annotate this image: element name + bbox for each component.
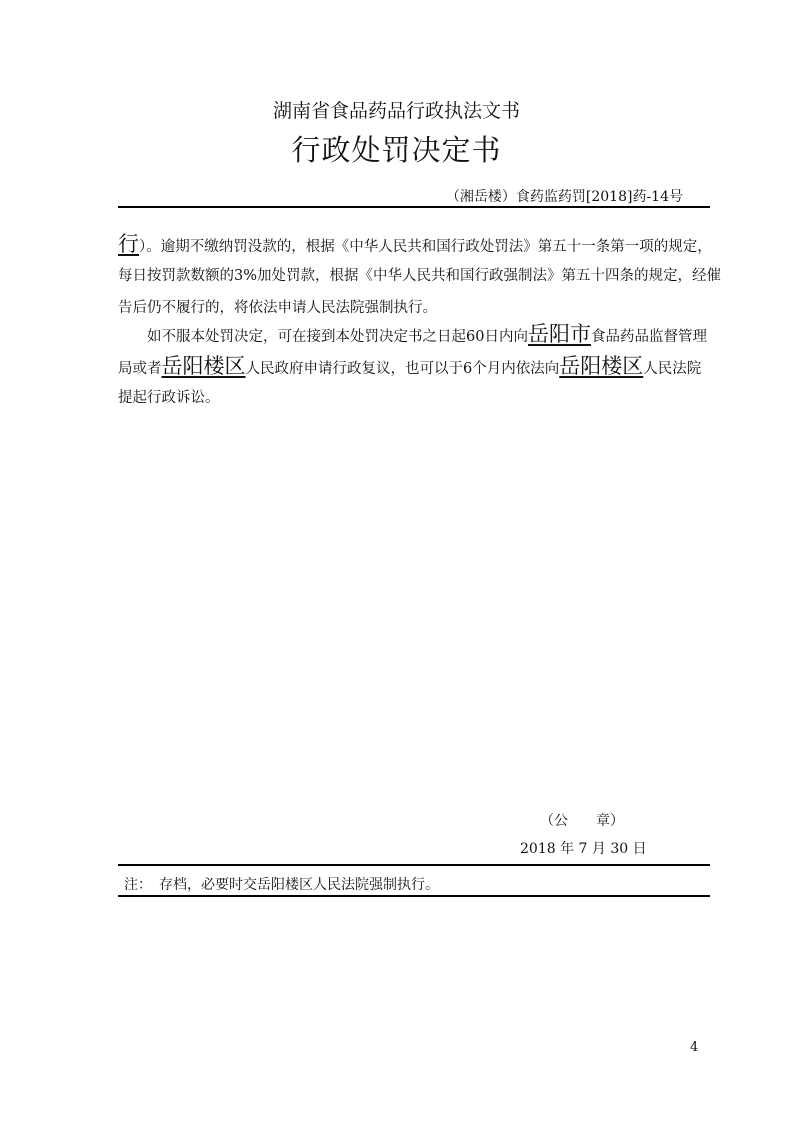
paragraph-text: 局或者 xyxy=(118,361,162,377)
issue-date: 2018 年 7 月 30 日 xyxy=(520,841,647,857)
official-seal-label: （公 章） xyxy=(540,813,624,829)
footer-note: 注： 存档，必要时交岳阳楼区人民法院强制执行。 xyxy=(124,877,439,893)
paragraph-line: 告后仍不履行的，将依法申请人民法院强制执行。 xyxy=(118,300,437,316)
paragraph-appeal-rights xyxy=(118,318,710,414)
footer-rule-bottom xyxy=(118,895,710,897)
page-number: 4 xyxy=(690,1040,699,1055)
paragraph-line: ）。逾期不缴纳罚没款的，根据《中华人民共和国行政处罚法》第五十一条第一项的规定， xyxy=(139,239,712,255)
document-series-title: 湖南省食品药品行政执法文书 xyxy=(272,100,520,122)
paragraph-text: 食品药品监督管理 xyxy=(590,329,707,345)
paragraph-text: 人民法院 xyxy=(643,361,702,377)
filled-field-district: 岳阳楼区 xyxy=(559,354,644,378)
footer-rule-top xyxy=(118,864,710,866)
filled-field-city: 岳阳市 xyxy=(527,322,591,346)
filled-field-district: 岳阳楼区 xyxy=(161,354,246,378)
document-number: （湘岳楼）食药监药罚[2018]药-14号 xyxy=(445,189,683,205)
paragraph-text: 人民政府申请行政复议，也可以于6个月内依法向 xyxy=(245,361,560,377)
document-title: 行政处罚决定书 xyxy=(291,133,502,167)
paragraph-payment-enforcement xyxy=(118,228,721,324)
paragraph-line: 提起行政诉讼。 xyxy=(118,390,220,406)
header-rule xyxy=(118,206,710,208)
paragraph-text: 如不服本处罚决定，可在接到本处罚决定书之日起60日内向 xyxy=(147,329,528,345)
filled-field-text: 行 xyxy=(118,232,139,256)
paragraph-line: 每日按罚款数额的3%加处罚款，根据《中华人民共和国行政强制法》第五十四条的规定，经催 xyxy=(118,268,721,284)
